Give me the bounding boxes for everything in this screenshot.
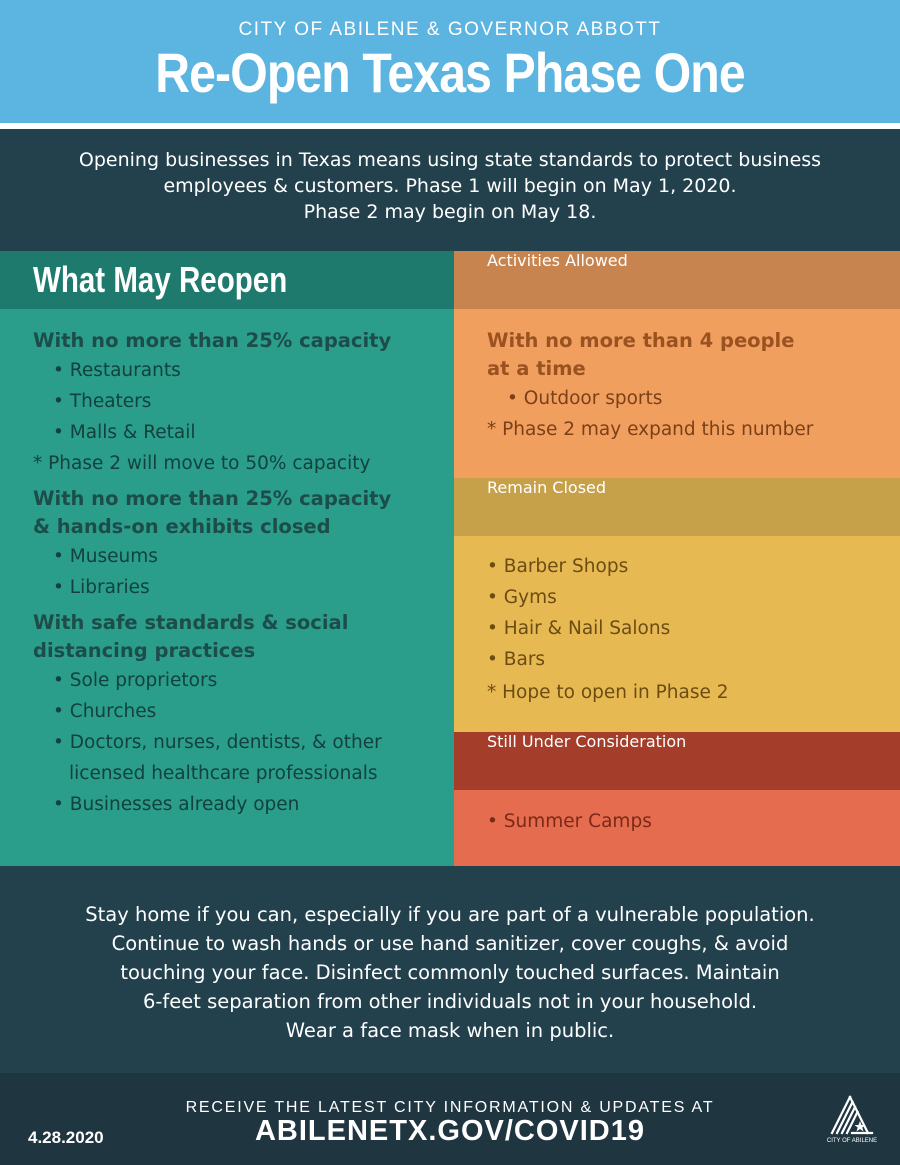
list-item: • Bars [487, 649, 546, 670]
footer [0, 1073, 900, 1165]
group-title: distancing practices [33, 639, 256, 662]
advice-line: Continue to wash hands or use hand sanitizer, cover coughs, & avoid [111, 932, 789, 955]
group-title: at a time [487, 357, 586, 380]
covid19-url-link[interactable]: ABILENETX.GOV/COVID19 [254, 1115, 645, 1147]
list-item: • Libraries [53, 577, 150, 598]
advice-line: touching your face. Disinfect commonly touched surfaces. Maintain [120, 961, 780, 984]
list-item: • Restaurants [53, 360, 181, 381]
note: * Phase 2 may expand this number [487, 419, 814, 440]
list-item: • Businesses already open [53, 794, 300, 815]
group-title: With no more than 25% capacity [33, 329, 392, 352]
activities-allowed-body [454, 309, 900, 478]
header-supertitle: CITY OF ABILENE & GOVERNOR ABBOTT [238, 19, 662, 40]
advice-line: Wear a face mask when in public. [285, 1019, 615, 1042]
group-title: & hands-on exhibits closed [33, 515, 331, 538]
still-under-consideration-body [454, 790, 900, 866]
activities-allowed-header [454, 251, 900, 309]
group-title: With no more than 4 people [487, 329, 795, 352]
page-title: Re-Open Texas Phase One [155, 41, 745, 104]
what-may-reopen-body [0, 309, 454, 820]
list-item: • Summer Camps [487, 811, 652, 832]
group-title: With safe standards & social [33, 611, 349, 634]
intro-line: employees & customers. Phase 1 will begin on May 1, 2020. [163, 175, 737, 197]
section-heading: What May Reopen [33, 259, 288, 300]
what-may-reopen-header [0, 251, 454, 309]
list-item: • Barber Shops [487, 556, 629, 577]
list-item: • Malls & Retail [53, 422, 196, 443]
group-title: With no more than 25% capacity [33, 487, 392, 510]
section-heading: Still Under Consideration [487, 732, 687, 751]
note: * Hope to open in Phase 2 [487, 682, 729, 703]
list-item: • Museums [53, 546, 158, 567]
list-item: • Churches [53, 701, 157, 722]
receive-updates-text: RECEIVE THE LATEST CITY INFORMATION & UPDATES AT [185, 1099, 715, 1116]
list-item: • Doctors, nurses, dentists, & other [53, 732, 382, 753]
header-banner [0, 0, 900, 123]
list-item-continuation: licensed healthcare professionals [69, 763, 378, 784]
advice-line: 6-feet separation from other individuals not in your household. [142, 990, 758, 1013]
publish-date: 4.28.2020 [28, 1128, 104, 1147]
note: * Phase 2 will move to 50% capacity [33, 453, 371, 474]
list-item: • Sole proprietors [53, 670, 218, 691]
list-item: • Theaters [53, 391, 152, 412]
intro-line: Opening businesses in Texas means using state standards to protect business [78, 149, 822, 171]
city-of-abilene-logo-icon [826, 1093, 876, 1153]
section-heading: Activities Allowed [487, 251, 628, 270]
advice-line: Stay home if you can, especially if you are part of a vulnerable population. [85, 903, 815, 926]
list-item: • Outdoor sports [507, 388, 663, 409]
right-column [454, 251, 900, 866]
remain-closed-header [454, 478, 900, 536]
remain-closed-body [454, 536, 900, 732]
logo-text: CITY OF ABILENE [826, 1138, 878, 1144]
what-may-reopen-section [0, 251, 454, 866]
section-heading: Remain Closed [487, 478, 607, 497]
advice-section [0, 866, 900, 1073]
intro-line: Phase 2 may begin on May 18. [303, 201, 597, 223]
logo-mark-icon [826, 1093, 876, 1139]
list-item: • Gyms [487, 587, 557, 608]
intro-section [0, 129, 900, 251]
list-item: • Hair & Nail Salons [487, 618, 671, 639]
still-under-consideration-header [454, 732, 900, 790]
